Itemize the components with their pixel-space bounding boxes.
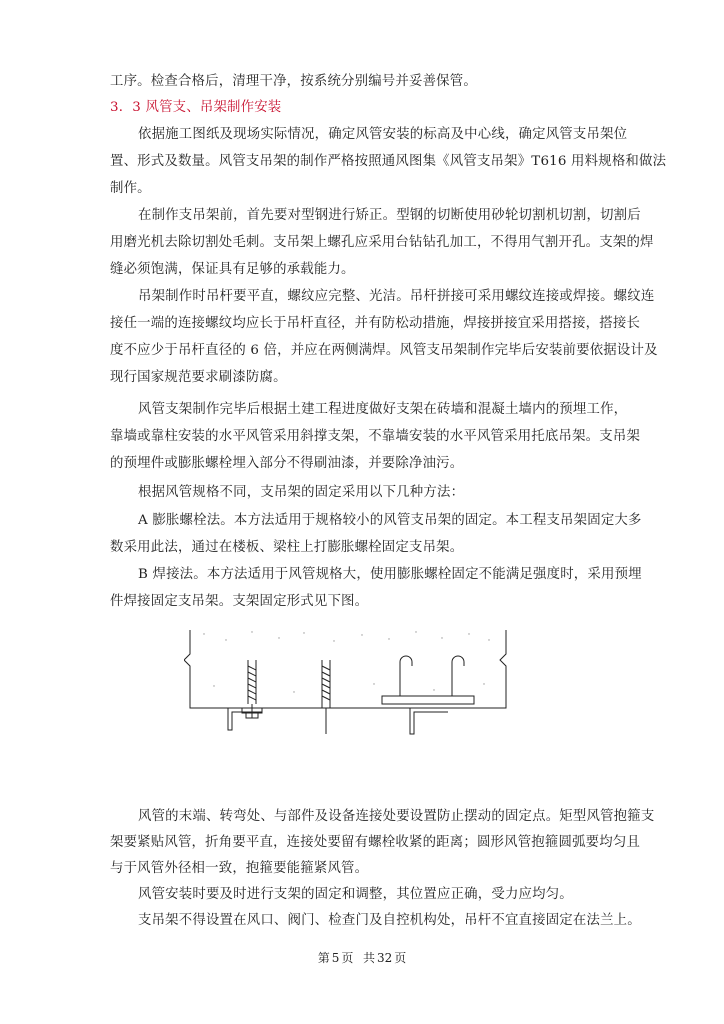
paragraph-line: 吊架制作时吊杆要平直，螺纹应完整、光洁。吊杆拼接可采用螺纹连接或焊接。螺纹连 <box>138 289 655 304</box>
paragraph-line: 接任一端的连接螺纹均应长于吊杆直径，并有防松动措施，焊接拼接宜采用搭接，搭接长 <box>110 316 641 331</box>
paragraph-line: 在制作支吊架前，首先要对型钢进行矫正。型钢的切断使用砂轮切割机切割，切割后 <box>138 208 641 223</box>
paragraph-line: 支吊架不得设置在风口、阀门、检查门及自控机构处，吊杆不宜直接固定在法兰上。 <box>138 913 641 928</box>
footer-total-label: 共 <box>363 951 376 965</box>
paragraph-line: 现行国家规范要求刷漆防腐。 <box>110 370 287 385</box>
paragraph-line: 依据施工图纸及现场实际情况，确定风管安装的标高及中心线，确定风管支吊架位 <box>138 127 628 142</box>
welded-bracket <box>410 708 448 734</box>
paragraph-line: 架要紧贴风管，折角要平直，连接处要留有螺栓收紧的距离；圆形风管抱箍圆弧要均匀且 <box>110 835 641 850</box>
paragraph-line: 置、形式及数量。风管支吊架的制作严格按照通风图集《风管支吊架》T616 用料规格和做法 <box>110 154 667 169</box>
footer-page-label: 第 <box>317 951 330 965</box>
paragraph-line: 靠墙或靠柱安装的水平风管采用斜撑支架，不靠墙安装的水平风管采用托底吊架。支吊架 <box>110 429 641 444</box>
paragraph-line: A 膨胀螺栓法。本方法适用于规格较小的风管支吊架的固定。本工程支吊架固定大多 <box>138 513 642 528</box>
paragraph-line: 数采用此法，通过在楼板、梁柱上打膨胀螺栓固定支吊架。 <box>110 540 464 555</box>
paragraph-line: 度不应少于吊杆直径的 6 倍，并应在两侧满焊。风管支吊架制作完毕后安装前要依据设计及 <box>110 343 658 358</box>
support-fixing-diagram <box>184 626 514 736</box>
expansion-bolt-left <box>242 660 262 718</box>
footer-total-pages: 32 <box>377 951 393 965</box>
section-heading: 3．3 风管支、吊架制作安装 <box>110 100 282 115</box>
paragraph-line: 风管安装时要及时进行支架的固定和调整，其位置应正确，受力应均匀。 <box>138 887 573 902</box>
paragraph-line: 缝必须饱满，保证具有足够的承载能力。 <box>110 262 355 277</box>
footer-page-number: 5 <box>331 951 340 965</box>
paragraph-line: 与于风管外径相一致，抱箍要能箍紧风管。 <box>110 861 369 876</box>
footer-total-unit: 页 <box>394 951 407 965</box>
paragraph-line: 风管支架制作完毕后根据土建工程进度做好支架在砖墙和混凝土墙内的预埋工作， <box>138 402 628 417</box>
paragraph-line: 工序。检查合格后，清理干净，按系统分别编号并妥善保管。 <box>110 74 477 89</box>
angle-bracket-left <box>228 708 262 730</box>
expansion-bolt-right <box>322 660 330 734</box>
embedded-plate-anchor <box>382 656 474 704</box>
page-footer <box>0 950 724 966</box>
paragraph-line: 的预埋件或膨胀螺栓埋入部分不得刷油漆，并要除净油污。 <box>110 456 464 471</box>
paragraph-line: 用磨光机去除切割处毛刺。支吊架上螺孔应采用台钻钻孔加工，不得用气割开孔。支架的焊 <box>110 235 654 250</box>
paragraph-line: 风管的末端、转弯处、与部件及设备连接处要设置防止摆动的固定点。矩型风管抱箍支 <box>138 809 655 824</box>
paragraph-line: 根据风管规格不同，支吊架的固定采用以下几种方法： <box>138 485 465 500</box>
paragraph-line: 制作。 <box>110 181 151 196</box>
footer-page-unit: 页 <box>341 951 354 965</box>
paragraph-line: 件焊接固定支吊架。支架固定形式见下图。 <box>110 594 369 609</box>
paragraph-line: B 焊接法。本方法适用于风管规格大，使用膨胀螺栓固定不能满足强度时，采用预埋 <box>138 567 642 582</box>
